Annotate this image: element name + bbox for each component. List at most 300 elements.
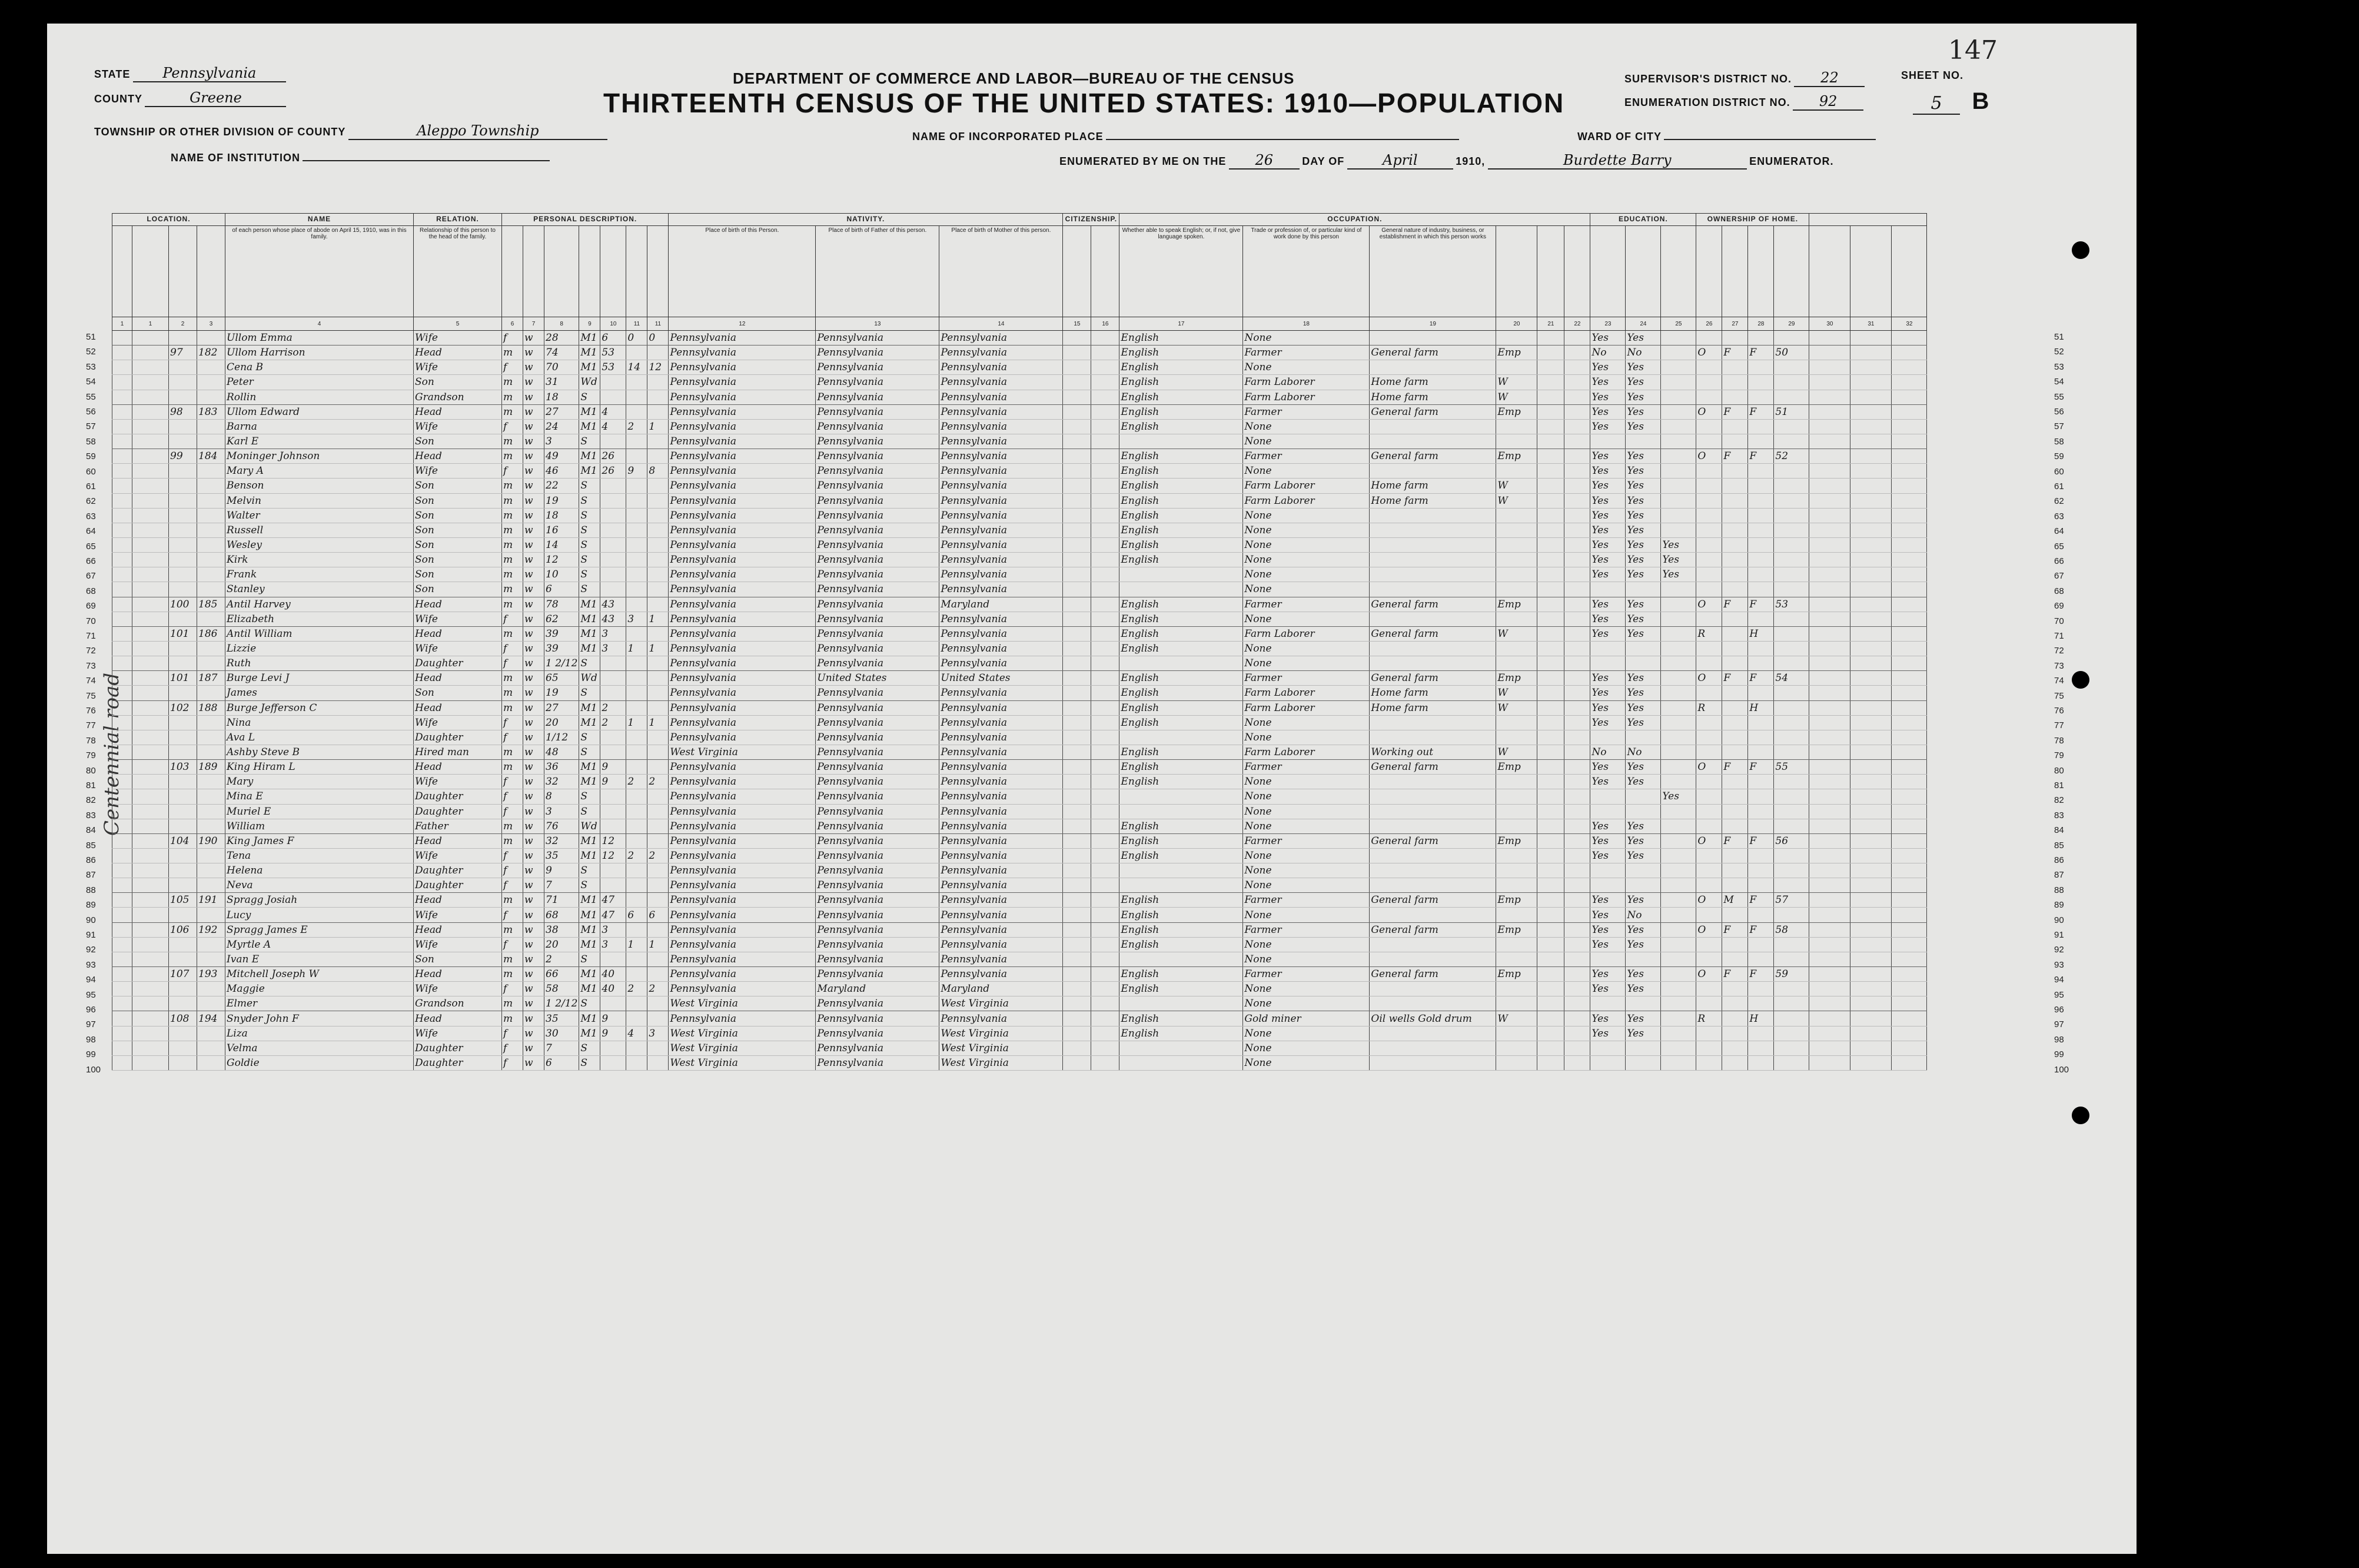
empty-cell xyxy=(1850,848,1892,863)
can-write: Yes xyxy=(1626,686,1661,700)
family-number xyxy=(197,804,225,819)
empty-cell xyxy=(132,967,169,982)
farm-schedule: 59 xyxy=(1774,967,1809,982)
family-number xyxy=(197,331,225,346)
line-number-left: 62 xyxy=(86,496,96,507)
can-write: No xyxy=(1626,908,1661,922)
empty-cell xyxy=(1564,952,1590,966)
free-mortgaged xyxy=(1722,582,1748,597)
employer-status: W xyxy=(1496,390,1537,404)
free-mortgaged xyxy=(1722,508,1748,523)
can-read: Yes xyxy=(1590,937,1626,952)
empty-cell xyxy=(1809,996,1850,1011)
can-read: Yes xyxy=(1590,553,1626,567)
years-married: 12 xyxy=(600,833,626,848)
industry: General farm xyxy=(1370,449,1496,464)
occupation: None xyxy=(1243,775,1370,789)
children-living: 1 xyxy=(647,419,669,434)
line-number-left: 60 xyxy=(86,466,96,477)
occupation: None xyxy=(1243,567,1370,582)
birthplace-person: West Virginia xyxy=(669,1055,816,1070)
dwelling-number xyxy=(169,996,197,1011)
occupation: None xyxy=(1243,434,1370,449)
birthplace-father: Pennsylvania xyxy=(816,404,939,419)
line-number-right: 68 xyxy=(2054,586,2064,596)
employer-status xyxy=(1496,656,1537,671)
column-number: 24 xyxy=(1626,317,1661,331)
occupation: None xyxy=(1243,419,1370,434)
column-number: 10 xyxy=(600,317,626,331)
family-number: 186 xyxy=(197,626,225,641)
line-number-left: 68 xyxy=(86,586,96,596)
dwelling-number xyxy=(169,686,197,700)
birthplace-person: Pennsylvania xyxy=(669,789,816,804)
attended-school xyxy=(1661,346,1696,360)
dwelling-number xyxy=(169,937,197,952)
table-row xyxy=(112,346,1927,360)
empty-cell xyxy=(1850,508,1892,523)
language: English xyxy=(1119,700,1243,715)
language: English xyxy=(1119,1026,1243,1041)
can-read: Yes xyxy=(1590,686,1626,700)
free-mortgaged xyxy=(1722,375,1748,390)
family-number xyxy=(197,493,225,508)
language: English xyxy=(1119,937,1243,952)
race: w xyxy=(523,982,544,996)
race: w xyxy=(523,686,544,700)
line-number-right: 54 xyxy=(2054,377,2064,387)
farm-house xyxy=(1748,982,1774,996)
person-name: Cena B xyxy=(225,360,414,375)
race: w xyxy=(523,375,544,390)
column-number: 32 xyxy=(1892,317,1927,331)
empty-cell xyxy=(1850,937,1892,952)
language xyxy=(1119,567,1243,582)
family-number xyxy=(197,641,225,656)
race: w xyxy=(523,464,544,479)
header-birth-person: Place of birth of this Person. xyxy=(669,226,816,317)
family-number xyxy=(197,686,225,700)
incorporated-place-field xyxy=(912,131,1459,143)
county-value: Greene xyxy=(145,89,286,107)
header-owned xyxy=(1696,226,1722,317)
birthplace-mother: Maryland xyxy=(939,597,1063,612)
empty-cell xyxy=(1564,996,1590,1011)
empty-cell xyxy=(1892,833,1927,848)
language xyxy=(1119,1055,1243,1070)
line-number-right: 59 xyxy=(2054,451,2064,462)
marital-status: S xyxy=(579,567,600,582)
age: 46 xyxy=(544,464,579,479)
empty-cell xyxy=(1850,597,1892,612)
race: w xyxy=(523,952,544,966)
farm-house xyxy=(1748,1041,1774,1055)
free-mortgaged xyxy=(1722,878,1748,893)
empty-cell xyxy=(1091,553,1119,567)
industry xyxy=(1370,553,1496,567)
empty-cell xyxy=(1850,730,1892,745)
line-number-right: 100 xyxy=(2054,1064,2069,1075)
industry: Home farm xyxy=(1370,390,1496,404)
industry xyxy=(1370,789,1496,804)
empty-cell xyxy=(1537,1055,1564,1070)
group-ownership: OWNERSHIP OF HOME. xyxy=(1696,214,1809,226)
years-married xyxy=(600,671,626,686)
birthplace-mother: Pennsylvania xyxy=(939,775,1063,789)
age: 65 xyxy=(544,671,579,686)
owned-rented xyxy=(1696,863,1722,878)
sex: m xyxy=(502,508,523,523)
empty-cell xyxy=(132,760,169,775)
empty-cell xyxy=(1537,789,1564,804)
empty-cell xyxy=(1063,553,1091,567)
farm-house xyxy=(1748,848,1774,863)
free-mortgaged xyxy=(1722,1041,1748,1055)
farm-schedule: 54 xyxy=(1774,671,1809,686)
table-row xyxy=(112,1055,1927,1070)
language: English xyxy=(1119,390,1243,404)
empty-cell xyxy=(1564,908,1590,922)
relation: Hired man xyxy=(414,745,502,759)
occupation: None xyxy=(1243,582,1370,597)
table-row xyxy=(112,804,1927,819)
birthplace-person: Pennsylvania xyxy=(669,893,816,908)
farm-house xyxy=(1748,775,1774,789)
dwelling-number: 102 xyxy=(169,700,197,715)
marital-status: M1 xyxy=(579,937,600,952)
line-number-left: 54 xyxy=(86,377,96,387)
children-born: 2 xyxy=(626,982,647,996)
children-born xyxy=(626,671,647,686)
person-name: Stanley xyxy=(225,582,414,597)
marital-status: M1 xyxy=(579,1026,600,1041)
empty-cell xyxy=(132,360,169,375)
column-number: 20 xyxy=(1496,317,1537,331)
empty-cell xyxy=(1850,878,1892,893)
empty-cell xyxy=(1564,523,1590,537)
birthplace-father: Pennsylvania xyxy=(816,789,939,804)
farm-schedule xyxy=(1774,789,1809,804)
farm-schedule xyxy=(1774,952,1809,966)
farm-house xyxy=(1748,730,1774,745)
can-read: Yes xyxy=(1590,700,1626,715)
person-name: Melvin xyxy=(225,493,414,508)
sex: f xyxy=(502,937,523,952)
empty-cell xyxy=(1063,626,1091,641)
industry xyxy=(1370,1026,1496,1041)
can-write: Yes xyxy=(1626,612,1661,626)
birthplace-person: Pennsylvania xyxy=(669,863,816,878)
line-number-right: 88 xyxy=(2054,885,2064,895)
farm-schedule xyxy=(1774,775,1809,789)
empty-cell xyxy=(1063,700,1091,715)
age: 18 xyxy=(544,508,579,523)
occupation: None xyxy=(1243,848,1370,863)
empty-cell xyxy=(1091,375,1119,390)
owned-rented xyxy=(1696,1026,1722,1041)
employer-status xyxy=(1496,360,1537,375)
industry xyxy=(1370,331,1496,346)
owned-rented xyxy=(1696,567,1722,582)
empty-cell xyxy=(1063,582,1091,597)
years-married xyxy=(600,819,626,833)
attended-school xyxy=(1661,819,1696,833)
empty-cell xyxy=(1809,1026,1850,1041)
empty-cell xyxy=(132,449,169,464)
relation: Son xyxy=(414,537,502,552)
farm-schedule xyxy=(1774,434,1809,449)
empty-cell xyxy=(1063,848,1091,863)
birthplace-mother: Pennsylvania xyxy=(939,537,1063,552)
punch-hole xyxy=(2072,241,2089,259)
marital-status: Wd xyxy=(579,819,600,833)
column-number-row xyxy=(112,317,1927,331)
attended-school xyxy=(1661,508,1696,523)
marital-status: M1 xyxy=(579,908,600,922)
dwelling-number: 100 xyxy=(169,597,197,612)
family-number xyxy=(197,464,225,479)
family-number: 194 xyxy=(197,1011,225,1026)
farm-schedule xyxy=(1774,582,1809,597)
empty-cell xyxy=(1564,745,1590,759)
years-married: 53 xyxy=(600,346,626,360)
language: English xyxy=(1119,493,1243,508)
employer-status: W xyxy=(1496,375,1537,390)
farm-schedule xyxy=(1774,937,1809,952)
empty-cell xyxy=(1809,686,1850,700)
empty-cell xyxy=(1809,937,1850,952)
line-number-left: 65 xyxy=(86,541,96,552)
birthplace-person: Pennsylvania xyxy=(669,346,816,360)
farm-house: F xyxy=(1748,893,1774,908)
birthplace-person: Pennsylvania xyxy=(669,375,816,390)
empty-cell xyxy=(1850,745,1892,759)
birthplace-person: Pennsylvania xyxy=(669,848,816,863)
farm-house xyxy=(1748,508,1774,523)
birthplace-person: Pennsylvania xyxy=(669,656,816,671)
line-number-right: 94 xyxy=(2054,975,2064,985)
relation: Daughter xyxy=(414,1055,502,1070)
can-write: Yes xyxy=(1626,1026,1661,1041)
industry: General farm xyxy=(1370,922,1496,937)
farm-schedule xyxy=(1774,996,1809,1011)
line-number-right: 77 xyxy=(2054,720,2064,731)
relation: Son xyxy=(414,567,502,582)
free-mortgaged xyxy=(1722,567,1748,582)
empty-cell xyxy=(1850,1011,1892,1026)
empty-cell xyxy=(132,745,169,759)
sex: f xyxy=(502,730,523,745)
sex: m xyxy=(502,346,523,360)
occupation: None xyxy=(1243,464,1370,479)
attended-school: Yes xyxy=(1661,553,1696,567)
race: w xyxy=(523,346,544,360)
occupation: Farmer xyxy=(1243,893,1370,908)
line-number-left: 94 xyxy=(86,975,96,985)
industry: Home farm xyxy=(1370,375,1496,390)
empty-cell xyxy=(1564,419,1590,434)
empty-cell xyxy=(1809,863,1850,878)
relation: Son xyxy=(414,375,502,390)
years-married xyxy=(600,434,626,449)
birthplace-person: West Virginia xyxy=(669,1041,816,1055)
marital-status: M1 xyxy=(579,982,600,996)
language: English xyxy=(1119,523,1243,537)
children-living: 2 xyxy=(647,982,669,996)
empty-cell xyxy=(1537,982,1564,996)
language xyxy=(1119,878,1243,893)
empty-cell xyxy=(1091,996,1119,1011)
empty-cell xyxy=(1564,537,1590,552)
can-write: Yes xyxy=(1626,626,1661,641)
children-born xyxy=(626,404,647,419)
empty-cell xyxy=(1892,553,1927,567)
owned-rented xyxy=(1696,848,1722,863)
line-number-right: 71 xyxy=(2054,631,2064,641)
owned-rented xyxy=(1696,390,1722,404)
sex: f xyxy=(502,804,523,819)
empty-cell xyxy=(132,700,169,715)
birthplace-person: Pennsylvania xyxy=(669,419,816,434)
relation: Son xyxy=(414,582,502,597)
family-number xyxy=(197,582,225,597)
empty-cell xyxy=(1564,937,1590,952)
years-married xyxy=(600,567,626,582)
children-living xyxy=(647,967,669,982)
owned-rented: R xyxy=(1696,626,1722,641)
line-number-left: 66 xyxy=(86,556,96,566)
children-born xyxy=(626,508,647,523)
family-number xyxy=(197,996,225,1011)
children-living xyxy=(647,804,669,819)
can-write: Yes xyxy=(1626,833,1661,848)
children-living xyxy=(647,1011,669,1026)
race: w xyxy=(523,833,544,848)
marital-status: M1 xyxy=(579,760,600,775)
sex: m xyxy=(502,449,523,464)
race: w xyxy=(523,331,544,346)
street-cell xyxy=(112,686,132,700)
birthplace-mother: Pennsylvania xyxy=(939,612,1063,626)
column-number: 25 xyxy=(1661,317,1696,331)
empty-cell xyxy=(1809,582,1850,597)
language: English xyxy=(1119,537,1243,552)
empty-cell xyxy=(1091,760,1119,775)
farm-house xyxy=(1748,1026,1774,1041)
attended-school: Yes xyxy=(1661,789,1696,804)
birthplace-father: Pennsylvania xyxy=(816,553,939,567)
can-write xyxy=(1626,952,1661,966)
can-read: Yes xyxy=(1590,493,1626,508)
age: 66 xyxy=(544,967,579,982)
industry: Home farm xyxy=(1370,479,1496,493)
dwelling-number xyxy=(169,493,197,508)
empty-cell xyxy=(1809,479,1850,493)
dwelling-number: 108 xyxy=(169,1011,197,1026)
header-write xyxy=(1626,226,1661,317)
owned-rented xyxy=(1696,656,1722,671)
empty-cell xyxy=(132,1041,169,1055)
empty-cell xyxy=(1091,612,1119,626)
occupation: None xyxy=(1243,715,1370,730)
empty-cell xyxy=(1537,346,1564,360)
farm-schedule xyxy=(1774,360,1809,375)
relation: Head xyxy=(414,626,502,641)
dwelling-number xyxy=(169,863,197,878)
free-mortgaged xyxy=(1722,982,1748,996)
empty-cell xyxy=(1063,952,1091,966)
children-living xyxy=(647,479,669,493)
street-cell xyxy=(112,996,132,1011)
relation: Daughter xyxy=(414,804,502,819)
empty-cell xyxy=(1892,360,1927,375)
years-married: 12 xyxy=(600,848,626,863)
empty-cell xyxy=(1850,863,1892,878)
employer-status xyxy=(1496,553,1537,567)
birthplace-person: Pennsylvania xyxy=(669,671,816,686)
birthplace-mother: Maryland xyxy=(939,982,1063,996)
relation: Head xyxy=(414,671,502,686)
family-number: 184 xyxy=(197,449,225,464)
children-living xyxy=(647,833,669,848)
line-number-left: 72 xyxy=(86,646,96,656)
line-number-left: 52 xyxy=(86,347,96,357)
children-living xyxy=(647,789,669,804)
empty-cell xyxy=(132,419,169,434)
empty-cell xyxy=(1063,982,1091,996)
empty-cell xyxy=(1564,922,1590,937)
empty-cell xyxy=(1091,523,1119,537)
empty-cell xyxy=(1850,641,1892,656)
children-living xyxy=(647,819,669,833)
sex: m xyxy=(502,434,523,449)
children-living: 12 xyxy=(647,360,669,375)
years-married xyxy=(600,493,626,508)
birthplace-father: Pennsylvania xyxy=(816,937,939,952)
line-number-left: 53 xyxy=(86,361,96,372)
empty-cell xyxy=(1809,641,1850,656)
birthplace-father: Pennsylvania xyxy=(816,804,939,819)
family-number xyxy=(197,952,225,966)
empty-cell xyxy=(1564,567,1590,582)
empty-cell xyxy=(1850,996,1892,1011)
empty-cell xyxy=(1564,775,1590,789)
empty-cell xyxy=(1892,730,1927,745)
line-number-right: 52 xyxy=(2054,347,2064,357)
line-number-left: 76 xyxy=(86,706,96,716)
employer-status xyxy=(1496,612,1537,626)
street-cell xyxy=(112,404,132,419)
empty-cell xyxy=(1564,404,1590,419)
farm-schedule xyxy=(1774,508,1809,523)
relation: Wife xyxy=(414,715,502,730)
occupation: Farmer xyxy=(1243,833,1370,848)
line-number-left: 77 xyxy=(86,720,96,731)
age: 62 xyxy=(544,612,579,626)
line-number-left: 85 xyxy=(86,840,96,851)
empty-cell xyxy=(1809,1011,1850,1026)
header-years-married xyxy=(600,226,626,317)
age: 16 xyxy=(544,523,579,537)
person-name: Velma xyxy=(225,1041,414,1055)
can-write xyxy=(1626,1055,1661,1070)
birthplace-person: Pennsylvania xyxy=(669,597,816,612)
employer-status: W xyxy=(1496,745,1537,759)
empty-cell xyxy=(1537,775,1564,789)
employer-status xyxy=(1496,789,1537,804)
family-number: 183 xyxy=(197,404,225,419)
attended-school xyxy=(1661,760,1696,775)
